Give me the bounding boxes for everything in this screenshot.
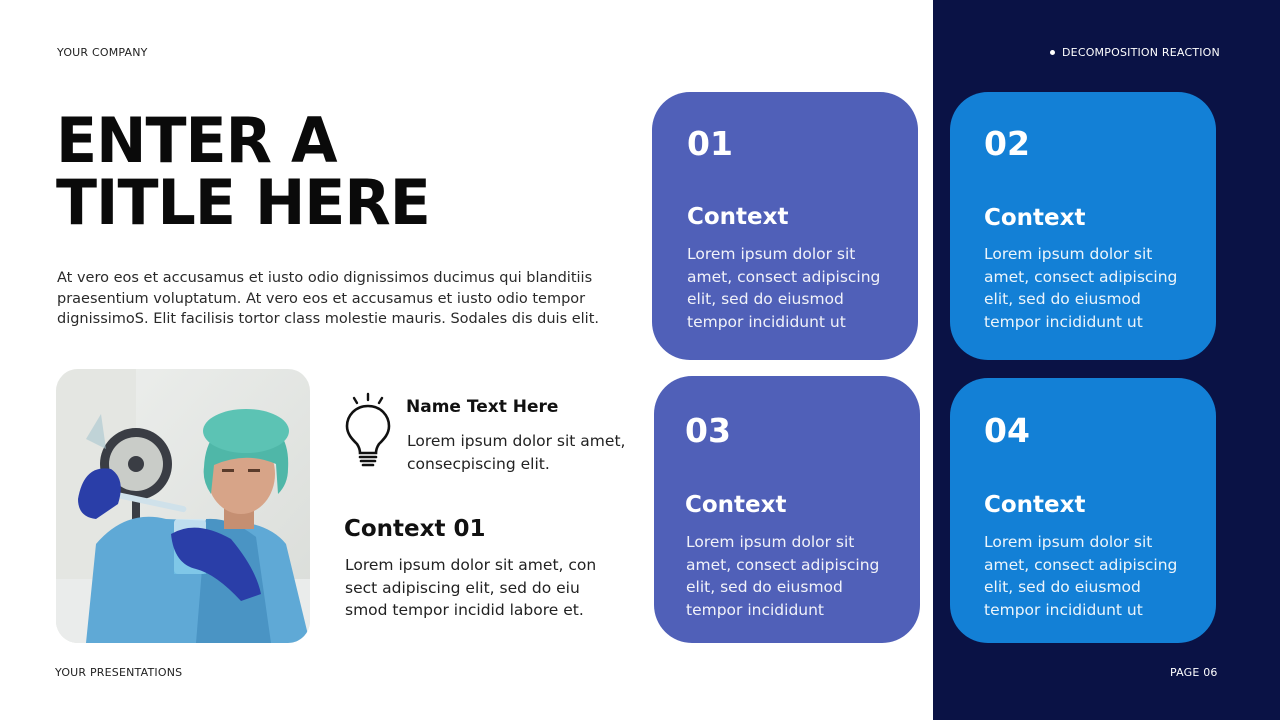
lightbulb-icon	[344, 392, 392, 475]
card-heading: Context	[685, 492, 787, 518]
intro-paragraph: At vero eos et accusamus et iusto odio dignissimos ducimus qui blanditiis praesentium voluptatum. At vero eos et accusamus et iusto odio tempor dignissimoS. Elit facilisis tortor class molestie mauris. Sodales dis duis elit.	[57, 270, 600, 327]
scientist-photo	[56, 369, 310, 643]
name-heading: Name Text Here	[406, 397, 559, 417]
card-number: 04	[984, 411, 1030, 450]
card-body: Lorem ipsum dolor sit amet, consect adipiscing elit, sed do eiusmod tempor incididunt ut	[984, 533, 1178, 619]
card-heading: Context	[984, 205, 1086, 231]
page-number: PAGE 06	[1170, 666, 1218, 679]
title-line-1: ENTER A	[56, 104, 337, 177]
topic-text: DECOMPOSITION REACTION	[1062, 46, 1220, 59]
card-number: 02	[984, 124, 1030, 163]
card-body: Lorem ipsum dolor sit amet, consect adipiscing elit, sed do eiusmod tempor incididunt ut	[687, 245, 881, 331]
company-name: YOUR COMPANY	[57, 46, 148, 59]
context-card-01	[652, 92, 918, 360]
presentations-label: YOUR PRESENTATIONS	[55, 666, 183, 679]
bullet-dot	[1050, 50, 1055, 55]
card-number: 03	[685, 411, 731, 450]
card-heading: Context	[687, 204, 789, 230]
context-card-04	[950, 378, 1216, 643]
title-line-2: TITLE HERE	[56, 166, 430, 239]
context-heading: Context 01	[344, 516, 486, 542]
topic-label	[1050, 46, 1220, 59]
card-number: 01	[687, 124, 733, 163]
context-card-03	[654, 376, 920, 643]
page-title	[56, 104, 430, 239]
context-card-02	[950, 92, 1216, 360]
card-body: Lorem ipsum dolor sit amet, consect adipiscing elit, sed do eiusmod tempor incididunt ut	[984, 245, 1178, 331]
card-heading: Context	[984, 492, 1086, 518]
context-description: Lorem ipsum dolor sit amet, con sect adipiscing elit, sed do eiu smod tempor incidid labore et.	[345, 556, 597, 619]
name-description: Lorem ipsum dolor sit amet, consecpiscing elit.	[407, 432, 626, 473]
card-body: Lorem ipsum dolor sit amet, consect adipiscing elit, sed do eiusmod tempor incididunt	[686, 533, 880, 619]
